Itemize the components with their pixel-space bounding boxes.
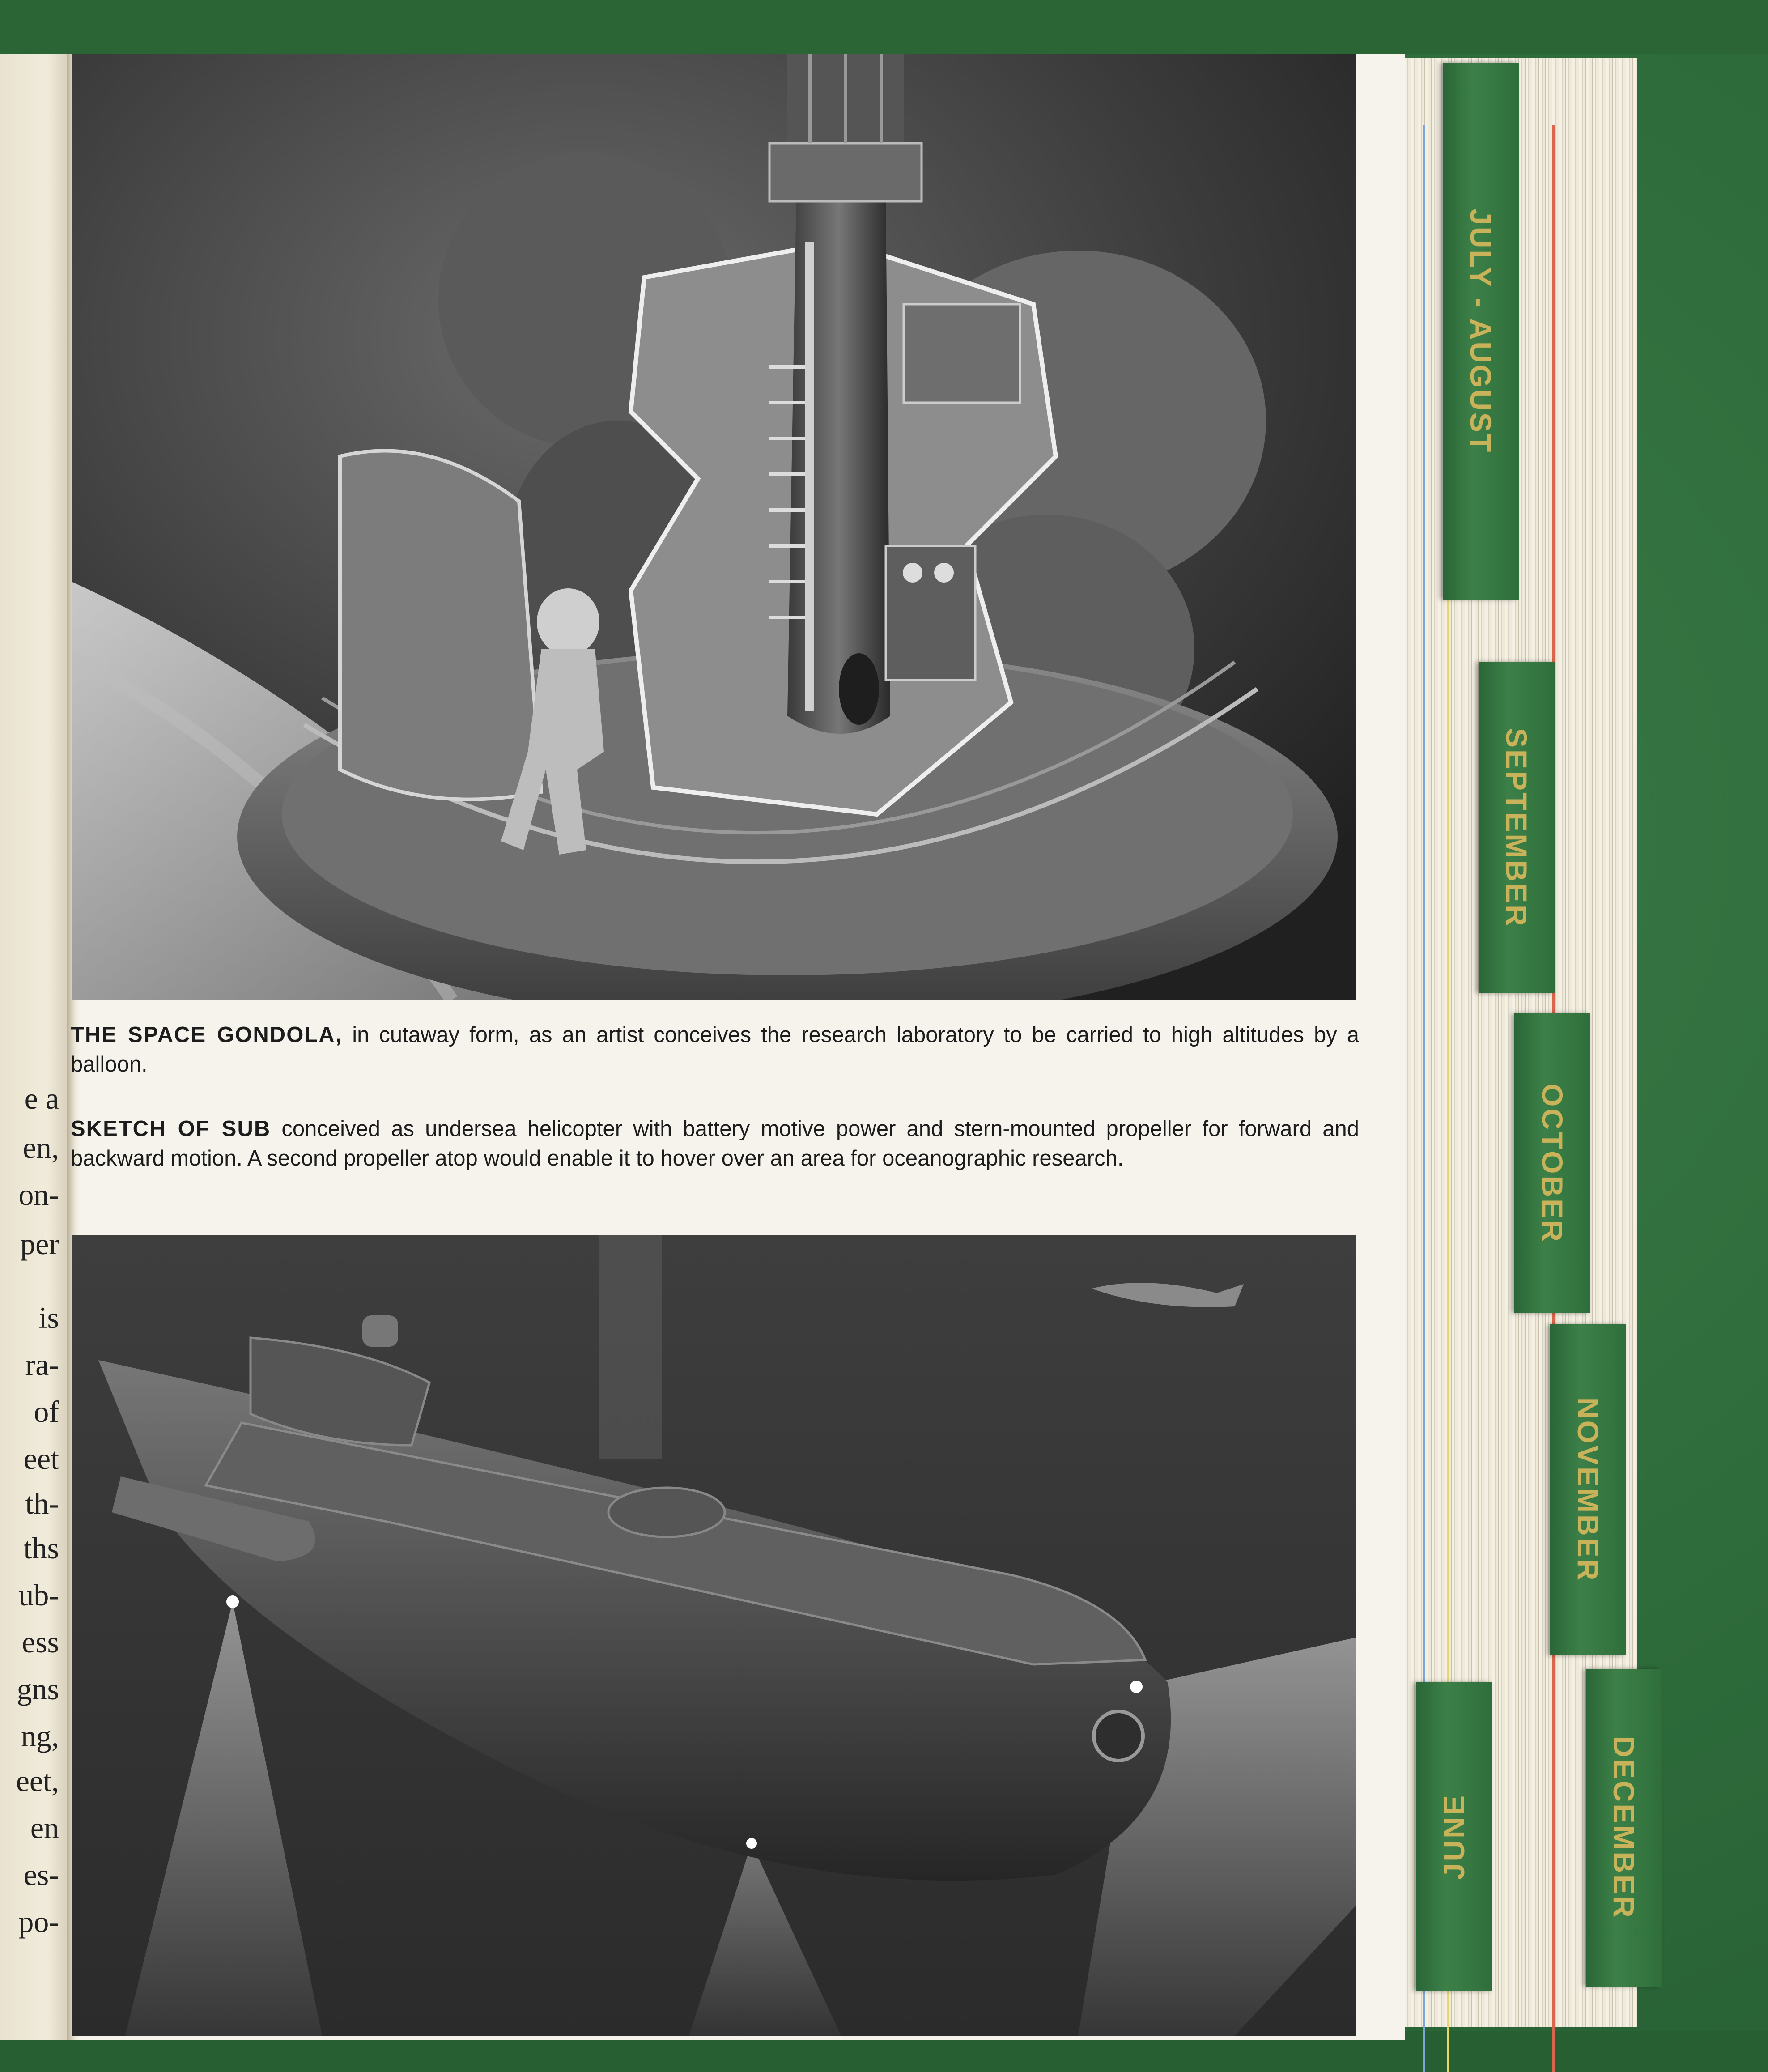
space-gondola-illustration bbox=[72, 54, 1356, 1000]
page bbox=[71, 54, 1405, 2040]
submarine-illustration bbox=[72, 1235, 1356, 2036]
sub-sketch-caption-lead: SKETCH OF SUB bbox=[71, 1117, 271, 1141]
left-page-line: po- bbox=[18, 1905, 59, 1939]
tab-july-august-label: JULY - AUGUST bbox=[1464, 208, 1497, 454]
space-gondola-caption bbox=[71, 1020, 1359, 1079]
tab-december[interactable] bbox=[1586, 1669, 1662, 1987]
left-page-line: e a bbox=[24, 1081, 59, 1115]
left-page-line: es- bbox=[23, 1858, 59, 1892]
left-page-line: eet, bbox=[16, 1764, 59, 1798]
binder-top-edge bbox=[0, 0, 1768, 54]
space-gondola-caption-text: in cutaway form, as an artist conceives the research laboratory to be carried to high altitudes by a balloon. bbox=[71, 1023, 1359, 1076]
tab-september-label: SEPTEMBER bbox=[1500, 728, 1533, 928]
left-page-line: ess bbox=[21, 1625, 59, 1659]
tab-october[interactable] bbox=[1514, 1013, 1590, 1313]
left-page-line: en, bbox=[22, 1131, 59, 1165]
left-page-line: eet bbox=[23, 1442, 59, 1476]
left-page-line: on- bbox=[18, 1178, 59, 1212]
left-page-line: ub- bbox=[18, 1578, 59, 1612]
left-page-line: ths bbox=[23, 1531, 59, 1565]
sub-sketch-caption-text: conceived as undersea helicopter with battery motive power and stern-mounted propeller for forward and backward motion. A second propeller atop would enable it to hover over an area for oceanographic research. bbox=[71, 1117, 1359, 1170]
tab-october-label: OCTOBER bbox=[1536, 1083, 1569, 1243]
left-page-line: ra- bbox=[25, 1348, 59, 1382]
tab-september[interactable] bbox=[1479, 662, 1555, 993]
left-page-line: is bbox=[38, 1301, 59, 1335]
left-page-line: en bbox=[30, 1811, 59, 1845]
tab-june-label: JUNE bbox=[1437, 1793, 1470, 1880]
left-page-line: th- bbox=[25, 1486, 59, 1520]
left-page-line: ng, bbox=[21, 1719, 59, 1753]
tab-july-august[interactable] bbox=[1443, 63, 1519, 600]
tab-november[interactable] bbox=[1550, 1324, 1626, 1655]
left-page-line: of bbox=[34, 1395, 59, 1429]
tab-december-label: DECEMBER bbox=[1607, 1736, 1640, 1919]
tab-june[interactable] bbox=[1416, 1682, 1492, 1991]
left-page-line: gns bbox=[17, 1672, 59, 1706]
tab-november-label: NOVEMBER bbox=[1572, 1397, 1605, 1583]
sub-sketch-caption bbox=[71, 1114, 1359, 1173]
space-gondola-caption-lead: THE SPACE GONDOLA, bbox=[71, 1023, 343, 1047]
left-page-line: per bbox=[20, 1227, 59, 1261]
previous-page bbox=[0, 54, 67, 2040]
